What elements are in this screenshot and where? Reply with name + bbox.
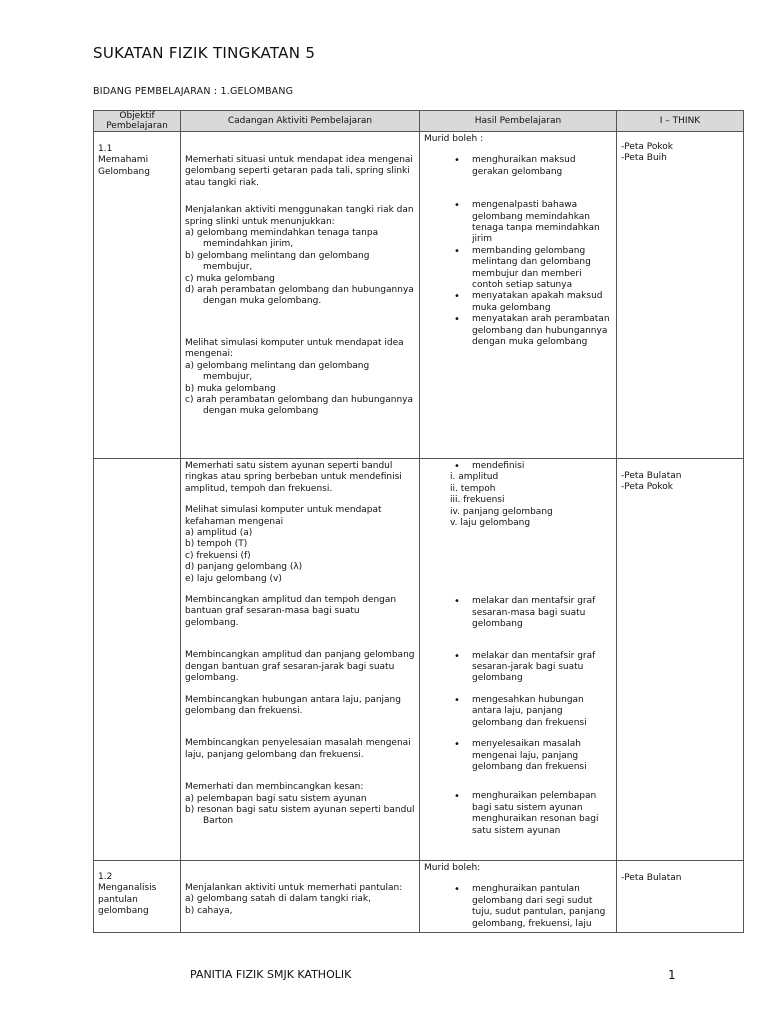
list-item: a) gelombang melintang dan gelombang membujur, (185, 360, 370, 383)
ithink-cell: -Peta Bulatan (617, 861, 744, 933)
list-item: • melakar dan mentafsir graf sesaran-jarak bagi suatu gelombang (424, 651, 612, 685)
list-item: • menyatakan arah perambatan gelombang dan hubungannya dengan muka gelombang (424, 314, 612, 348)
outcomes-cell: Murid boleh : • menghuraikan maksud gerakan gelombang • mengenalpasti bahawa gelombang memindahkan tenaga tanpa memindahkan jirim • membanding gelombang melintang dan gelombang membujur dan memberi contoh setiap satunya • menyatakan apakah maksud muka gelombang • menyatakan arah perambatan gelombang dan hubungannya dengan muka gelombang (420, 132, 617, 459)
list-item: iv. panjang gelombang (450, 506, 553, 517)
learning-area: BIDANG PEMBELAJARAN : 1.GELOMBANG (93, 86, 294, 97)
list-item: menghuraikan resonan bagi satu sistem ayunan (472, 814, 599, 836)
objective-cell (94, 459, 181, 861)
list-item: a) pelembapan bagi satu sistem ayunan (185, 793, 367, 804)
activities-cell: Memerhati satu sistem ayunan seperti bandul ringkas atau spring berbeban untuk mendefinisi amplitud, tempoh dan frekuensi. Melihat simulasi komputer untuk mendapat kefahaman mengenai a) amplitud (a) b) tempoh (T) c) frekuensi (f) d) panjang gelombang (λ) e) laju gelombang (v) Membincangkan amplitud dan tempoh dengan bantuan graf sesaran-masa bagi suatu gelombang. Membincangkan amplitud dan panjang gelombang dengan bantuan graf sesaran-jarak bagi suatu gelombang. Membincangkan hubungan antara laju, panjang gelombang dan frekuensi. Membincangkan penyelesaian masalah mengenai laju, panjang gelombang dan frekuensi. Memerhati dan membincangkan kesan: a) pelembapan bagi satu sistem ayunan b) resonan bagi satu sistem ayunan seperti bandul Barton (181, 459, 420, 861)
table-row (94, 459, 744, 861)
list-item: b) muka gelombang (185, 383, 276, 394)
list-item: a) amplitud (a) (185, 528, 253, 539)
table-header-row (94, 111, 744, 132)
list-item: v. laju gelombang (450, 518, 531, 529)
list-item: d) arah perambatan gelombang dan hubungannya dengan muka gelombang. (185, 285, 414, 307)
list-item: • mendefinisi (424, 461, 612, 472)
header-ithink: I – THINK (617, 111, 744, 132)
list-item: c) muka gelombang (185, 273, 275, 284)
list-item: • melakar dan mentafsir graf sesaran-masa bagi suatu gelombang (424, 596, 612, 630)
ithink-cell: -Peta Pokok -Peta Buih (617, 132, 744, 459)
list-item: iii. frekuensi (450, 495, 505, 506)
objective-cell: 1.2 Menganalisis pantulan gelombang (94, 861, 181, 933)
list-item: • menyatakan apakah maksud muka gelombang (424, 291, 612, 314)
objective-cell: 1.1 Memahami Gelombang (94, 132, 181, 459)
document-title: SUKATAN FIZIK TINGKATAN 5 (93, 44, 316, 62)
list-item: a) gelombang satah di dalam tangki riak, (185, 894, 371, 905)
ithink-cell: -Peta Bulatan -Peta Pokok (617, 459, 744, 861)
header-outcomes: Hasil Pembelajaran (420, 111, 617, 132)
list-item: b) gelombang melintang dan gelombang membujur, (185, 250, 370, 273)
outcomes-cell: Murid boleh: • menghuraikan pantulan gelombang dari segi sudut tuju, sudut pantulan, panjang gelombang, frekuensi, laju (420, 861, 617, 933)
list-item: d) panjang gelombang (λ) (185, 562, 303, 573)
outcomes-cell (420, 459, 617, 861)
syllabus-table (93, 110, 744, 933)
header-objective: Objektif Pembelajaran (94, 111, 181, 132)
table-row (94, 861, 744, 933)
header-activities: Cadangan Aktiviti Pembelajaran (181, 111, 420, 132)
list-item: • membanding gelombang melintang dan gelombang membujur dan memberi contoh setiap satunya (424, 246, 612, 292)
list-item: e) laju gelombang (v) (185, 573, 282, 584)
table-row (94, 132, 744, 459)
list-item: c) frekuensi (f) (185, 550, 251, 561)
list-item: • menghuraikan pelembapan bagi satu sistem ayunan (424, 791, 612, 814)
list-item: • menyelesaikan masalah mengenai laju, panjang gelombang dan frekuensi (424, 739, 612, 773)
list-item: • menghuraikan maksud gerakan gelombang (424, 155, 612, 178)
list-item: b) resonan bagi satu sistem ayunan seperti bandul Barton (185, 804, 415, 827)
list-item: b) tempoh (T) (185, 539, 248, 550)
list-item: a) gelombang memindahkan tenaga tanpa memindahkan jirim, (185, 228, 379, 250)
page-number: 1 (668, 968, 676, 982)
list-item: i. amplitud (450, 472, 499, 483)
activities-cell: Memerhati situasi untuk mendapat idea mengenai gelombang seperti getaran pada tali, spring slinki atau tangki riak. Menjalankan aktiviti menggunakan tangki riak dan spring slinki untuk menunjukkan: a) gelombang memindahkan tenaga tanpa memindahkan jirim, b) gelombang melintang dan gelombang membujur, c) muka gelombang d) arah perambatan gelombang dan hubungannya dengan muka gelombang. Melihat simulasi komputer untuk mendapat idea mengenai: a) gelombang melintang dan gelombang membujur, b) muka gelombang c) arah perambatan gelombang dan hubungannya dengan muka gelombang (181, 132, 420, 459)
list-item: ii. tempoh (450, 483, 496, 494)
list-item: b) cahaya, (185, 905, 233, 916)
list-item: • mengesahkan hubungan antara laju, panjang gelombang dan frekuensi (424, 695, 612, 729)
list-item: c) arah perambatan gelombang dan hubungannya dengan muka gelombang (185, 394, 414, 417)
footer-text: PANITIA FIZIK SMJK KATHOLIK (190, 968, 352, 981)
list-item: • mengenalpasti bahawa gelombang memindahkan tenaga tanpa memindahkan jirim (424, 200, 612, 246)
activities-cell: Menjalankan aktiviti untuk memerhati pantulan: a) gelombang satah di dalam tangki riak, b) cahaya, (181, 861, 420, 933)
list-item: • menghuraikan pantulan gelombang dari segi sudut tuju, sudut pantulan, panjang gelombang, frekuensi, laju (424, 884, 612, 930)
